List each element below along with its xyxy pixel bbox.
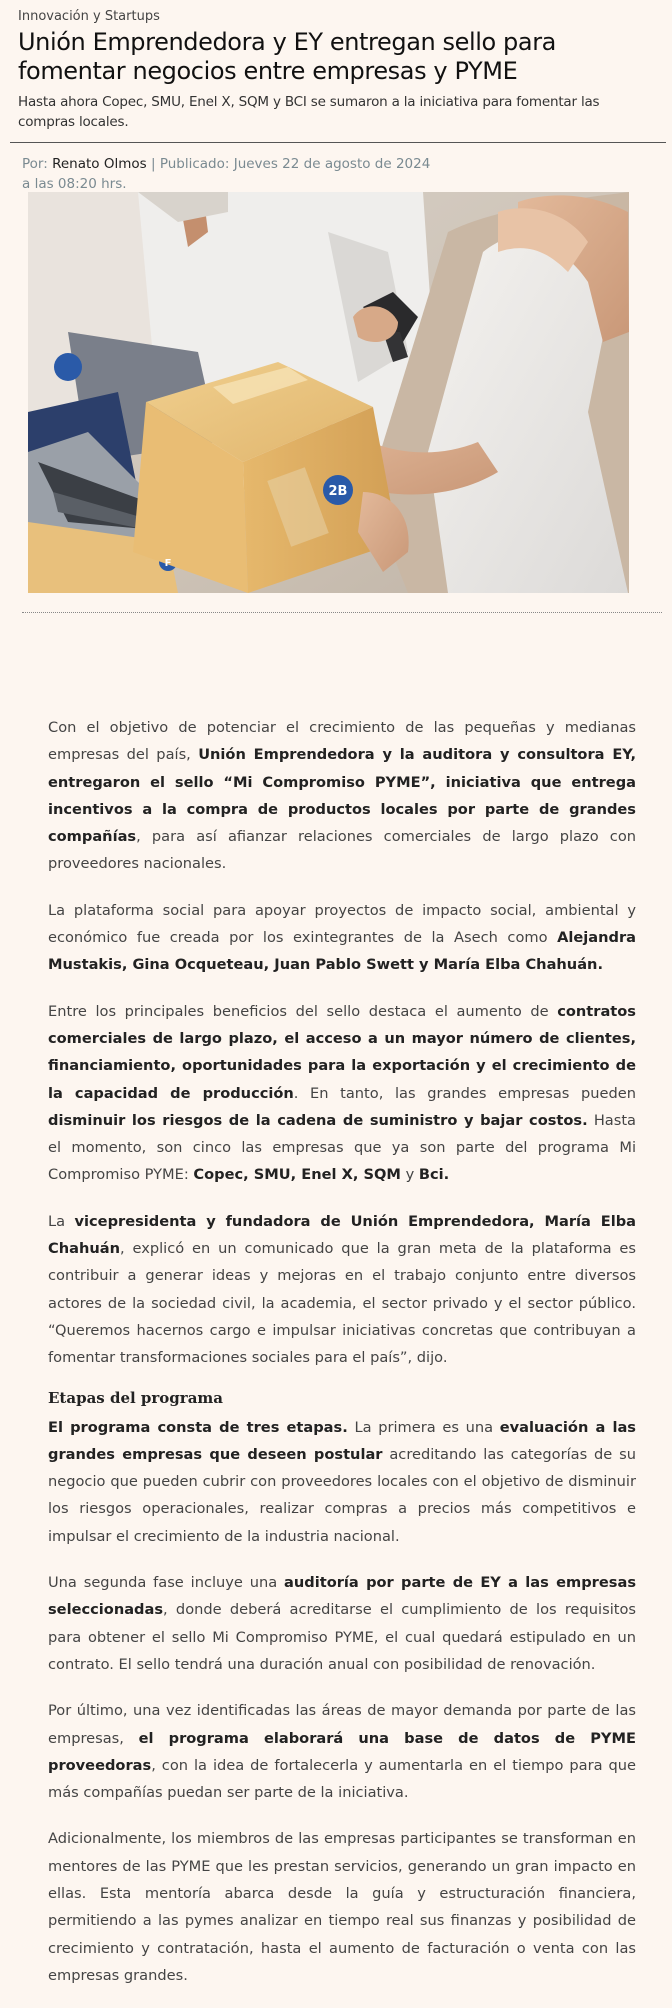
- p2-bold-b: Alejandra Mustakis, Gina Ocqueteau, Juan Pablo Swett y María Elba Chahuán.: [48, 929, 636, 974]
- paragraph-5: [48, 1414, 636, 1550]
- p4-text-c: , explicó en un comunicado que la gran meta de la plataforma es contribuir a generar ideas y mejoras en el trabajo conjunto entre diversos actores de la sociedad civil, la academia, el sector privado y el sector público. “Queremos hacernos cargo e impulsar iniciativas concretas que contribuyan a fomentar transformaciones sociales para el país”, dijo.: [48, 1240, 636, 1367]
- paragraph-6: [48, 1569, 636, 1678]
- p5-text-b: La primera es una: [347, 1418, 500, 1436]
- p1-text-a: Con el objetivo de potenciar el crecimiento de las pequeñas y medianas empresas del país,: [48, 719, 636, 764]
- p3-bold-h: Bci.: [418, 1166, 450, 1184]
- paragraph-1: [48, 714, 636, 878]
- article-byline: [0, 143, 464, 194]
- box-label: 2B: [328, 484, 348, 499]
- p6-text-c: , donde deberá acreditarse el cumplimiento de los requisitos para obtener el sello Mi Compromiso PYME, el cual quedará estipulado en un contrato. El sello tendrá una duración anual con posibilidad de renovación.: [48, 1601, 636, 1673]
- p5-text-d: acreditando las categorías de su negocio que pueden cubrir con proveedores locales con el objetivo de disminuir los riesgos operacionales, realizar compras a precios más competitivos e impulsar el crecimiento de la industria nacional.: [48, 1445, 636, 1545]
- p3-text-g: y: [400, 1166, 419, 1184]
- article-header: [0, 0, 672, 142]
- p3-bold-d: disminuir los riesgos de la cadena de suministro y bajar costos.: [48, 1111, 588, 1129]
- paragraph-2: [48, 897, 636, 979]
- p5-bold-c: evaluación a las grandes empresas que deseen postular: [48, 1418, 636, 1463]
- p6-text-a: Una segunda fase incluye una: [48, 1574, 285, 1592]
- image-divider: [22, 612, 662, 613]
- p2-text-a: La plataforma social para apoyar proyectos de impacto social, ambiental y económico fue creada por los exintegrantes de la Asech como: [48, 901, 636, 947]
- byline-date: Jueves 22 de agosto de 2024 a las 08:20 hrs.: [22, 156, 431, 192]
- p4-text-a: La: [48, 1212, 75, 1230]
- paragraph-7: [48, 1697, 636, 1806]
- paragraph-8: [48, 1825, 636, 1989]
- box-small-label: F: [164, 558, 172, 569]
- p6-bold-b: auditoría por parte de EY a las empresas seleccionadas: [48, 1574, 637, 1619]
- byline-by-label: Por:: [22, 156, 48, 172]
- p3-bold-f: Copec, SMU, Enel X, SQM: [193, 1166, 401, 1184]
- p7-bold-b: el programa elaborará una base de datos de PYME proveedoras: [48, 1729, 636, 1774]
- p8-text-a: Adicionalmente, los miembros de las empresas participantes se transforman en mentores de las PYME que les prestan servicios, generando un gran impacto en ellas. Esta mentoría abarca desde la guía y estructuración financiera, permitiendo a las pymes analizar en tiempo real sus finanzas y posibilidad de crecimiento y contratación, hasta el aumento de facturación o venta con las empresas grandes.: [48, 1830, 636, 1984]
- article-body: [48, 714, 636, 2008]
- article-category[interactable]: Innovación y Startups: [18, 9, 160, 24]
- byline-separator: |: [150, 156, 156, 172]
- p4-bold-b: vicepresidenta y fundadora de Unión Emprendedora, María Elba Chahuán: [48, 1212, 636, 1258]
- p5-bold-a: El programa consta de tres etapas.: [48, 1418, 348, 1436]
- paragraph-3: [48, 998, 636, 1189]
- p1-bold-b: Unión Emprendedora y la auditora y consultora EY, entregaron el sello “Mi Compromiso PYME”, iniciativa que entrega incentivos a la compra de productos locales por parte de grandes compañías: [48, 746, 636, 846]
- p7-text-c: , con la idea de fortalecerla y aumentarla en el tiempo para que más compañías puedan ser parte de la iniciativa.: [48, 1756, 636, 1802]
- byline-author-link[interactable]: Renato Olmos: [52, 156, 147, 172]
- p3-bold-b: contratos comerciales de largo plazo, el acceso a un mayor número de clientes, financiamiento, oportunidades para la exportación y el crecimiento de la capacidad de producción: [48, 1002, 636, 1102]
- p3-text-e: Hasta el momento, son cinco las empresas que ya son parte del programa Mi Compromiso PYME:: [48, 1111, 637, 1184]
- article-subtitle: Hasta ahora Copec, SMU, Enel X, SQM y BCI se sumaron a la iniciativa para fomentar las compras locales.: [18, 94, 600, 130]
- hero-image: [28, 192, 629, 593]
- p1-text-c: , para así afianzar relaciones comerciales de largo plazo con proveedores nacionales.: [48, 828, 636, 873]
- article-title: Unión Emprendedora y EY entregan sello para fomentar negocios entre empresas y PYME: [18, 28, 556, 85]
- p7-text-a: Por último, una vez identificadas las áreas de mayor demanda por parte de las empresas,: [48, 1702, 636, 1747]
- p3-text-c: . En tanto, las grandes empresas pueden: [293, 1084, 636, 1102]
- section-heading-etapas: Etapas del programa: [48, 1388, 224, 1407]
- paragraph-4: [48, 1208, 636, 1372]
- byline-published-label: Publicado:: [159, 156, 230, 172]
- p3-text-a: Entre los principales beneficios del sello destaca el aumento de: [48, 1002, 558, 1020]
